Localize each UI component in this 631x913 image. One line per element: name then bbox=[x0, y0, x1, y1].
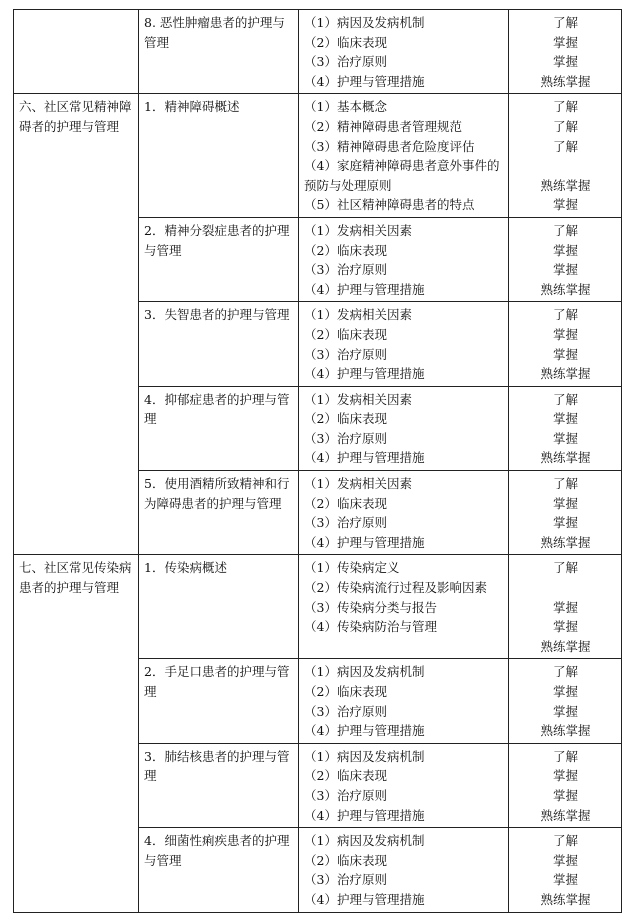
mastery-level: 了解 bbox=[552, 833, 578, 849]
content-cell bbox=[299, 471, 509, 555]
content-item: （4）护理与管理措施 bbox=[304, 534, 425, 550]
content-item: （3）治疗原则 bbox=[304, 787, 387, 803]
mastery-level: 熟练掌握 bbox=[540, 534, 591, 550]
content-cell bbox=[299, 555, 509, 659]
content-item: （3）治疗原则 bbox=[304, 872, 387, 888]
mastery-level: 掌握 bbox=[552, 54, 578, 70]
content-item: （1）发病相关因素 bbox=[304, 222, 412, 238]
content-cell bbox=[299, 217, 509, 301]
mastery-level: 掌握 bbox=[552, 495, 578, 511]
content-item: （3）治疗原则 bbox=[304, 430, 387, 446]
content-cell bbox=[299, 10, 509, 94]
mastery-level: 掌握 bbox=[552, 262, 578, 278]
mastery-level: 熟练掌握 bbox=[540, 366, 591, 382]
content-item: （3）治疗原则 bbox=[304, 262, 387, 278]
topic-cell: 1．精神障碍概述 bbox=[139, 94, 299, 218]
table-row bbox=[14, 94, 622, 218]
content-item: （2）临床表现 bbox=[304, 242, 387, 258]
content-item: （1）传染病定义 bbox=[304, 560, 400, 576]
content-item: （4）护理与管理措施 bbox=[304, 723, 425, 739]
content-cell bbox=[299, 386, 509, 470]
mastery-level: 了解 bbox=[552, 118, 578, 134]
mastery-level: 掌握 bbox=[552, 197, 578, 213]
content-cell bbox=[299, 94, 509, 218]
level-cell bbox=[509, 302, 622, 386]
mastery-level: 掌握 bbox=[552, 852, 578, 868]
level-cell bbox=[509, 386, 622, 470]
mastery-level: 熟练掌握 bbox=[540, 807, 591, 823]
content-item: （4）护理与管理措施 bbox=[304, 807, 425, 823]
mastery-level: 掌握 bbox=[552, 346, 578, 362]
mastery-level: 了解 bbox=[552, 99, 578, 115]
topic-cell: 1．传染病概述 bbox=[139, 555, 299, 659]
content-cell bbox=[299, 743, 509, 827]
mastery-level: 了解 bbox=[552, 476, 578, 492]
content-item: （3）治疗原则 bbox=[304, 515, 387, 531]
topic-cell: 4．细菌性痢疾患者的护理与管理 bbox=[139, 828, 299, 912]
mastery-level: 熟练掌握 bbox=[540, 73, 591, 89]
mastery-level: 掌握 bbox=[552, 242, 578, 258]
content-item: （1）病因及发病机制 bbox=[304, 664, 425, 680]
mastery-level: 熟练掌握 bbox=[540, 450, 591, 466]
mastery-level: 掌握 bbox=[552, 619, 578, 635]
content-item: （1）基本概念 bbox=[304, 99, 387, 115]
topic-cell: 3．肺结核患者的护理与管理 bbox=[139, 743, 299, 827]
mastery-level: 掌握 bbox=[552, 515, 578, 531]
mastery-level: 了解 bbox=[552, 664, 578, 680]
unit-cell: 七、社区常见传染病患者的护理与管理 bbox=[14, 555, 139, 912]
topic-cell: 2．手足口患者的护理与管理 bbox=[139, 659, 299, 743]
content-cell bbox=[299, 302, 509, 386]
level-cell bbox=[509, 555, 622, 659]
content-item: （1）病因及发病机制 bbox=[304, 833, 425, 849]
mastery-level: 了解 bbox=[552, 15, 578, 30]
content-item: （1）发病相关因素 bbox=[304, 307, 412, 323]
mastery-level: 掌握 bbox=[552, 787, 578, 803]
syllabus-table-body bbox=[14, 10, 622, 913]
content-item: （1）发病相关因素 bbox=[304, 391, 412, 407]
topic-cell: 3．失智患者的护理与管理 bbox=[139, 302, 299, 386]
level-cell bbox=[509, 217, 622, 301]
topic-cell: 8. 恶性肿瘤患者的护理与管理 bbox=[139, 10, 299, 94]
content-item: （2）临床表现 bbox=[304, 411, 387, 427]
content-item: （3）传染病分类与报告 bbox=[304, 599, 437, 615]
content-item: （5）社区精神障碍患者的特点 bbox=[304, 197, 475, 213]
mastery-level: 掌握 bbox=[552, 34, 578, 50]
mastery-level: 掌握 bbox=[552, 599, 578, 615]
content-item: （4）护理与管理措施 bbox=[304, 281, 425, 297]
mastery-level: 掌握 bbox=[552, 326, 578, 342]
mastery-level: 掌握 bbox=[552, 768, 578, 784]
mastery-level: 了解 bbox=[552, 307, 578, 323]
content-item: （2）传染病流行过程及影响因素 bbox=[304, 580, 487, 596]
topic-cell: 5．使用酒精所致精神和行为障碍患者的护理与管理 bbox=[139, 471, 299, 555]
mastery-level: 掌握 bbox=[552, 703, 578, 719]
content-item: （3）治疗原则 bbox=[304, 703, 387, 719]
mastery-level: 熟练掌握 bbox=[540, 891, 591, 907]
table-row bbox=[14, 555, 622, 659]
content-item: （4）护理与管理措施 bbox=[304, 450, 425, 466]
content-item: （4）传染病防治与管理 bbox=[304, 619, 437, 635]
unit-cell bbox=[14, 10, 139, 94]
mastery-level: 掌握 bbox=[552, 430, 578, 446]
content-item: （2）临床表现 bbox=[304, 326, 387, 342]
level-cell bbox=[509, 10, 622, 94]
mastery-level: 了解 bbox=[552, 560, 578, 576]
level-cell bbox=[509, 659, 622, 743]
mastery-level: 熟练掌握 bbox=[540, 723, 591, 739]
content-item: （2）临床表现 bbox=[304, 768, 387, 784]
mastery-level: 熟练掌握 bbox=[540, 281, 591, 297]
mastery-level: 了解 bbox=[552, 138, 578, 154]
table-row bbox=[14, 10, 622, 94]
content-item: （2）精神障碍患者管理规范 bbox=[304, 118, 462, 134]
content-item: （3）治疗原则 bbox=[304, 346, 387, 362]
content-item: （4）护理与管理措施 bbox=[304, 891, 425, 907]
content-item: （2）临床表现 bbox=[304, 495, 387, 511]
content-item: （1）病因及发病机制 bbox=[304, 748, 425, 764]
level-cell bbox=[509, 828, 622, 912]
content-cell bbox=[299, 659, 509, 743]
level-cell bbox=[509, 94, 622, 218]
topic-cell: 2．精神分裂症患者的护理与管理 bbox=[139, 217, 299, 301]
content-item: （4）护理与管理措施 bbox=[304, 366, 425, 382]
content-item: （2）临床表现 bbox=[304, 852, 387, 868]
mastery-level: 掌握 bbox=[552, 411, 578, 427]
content-item: （2）临床表现 bbox=[304, 34, 387, 50]
content-item: （3）治疗原则 bbox=[304, 54, 387, 70]
level-cell bbox=[509, 471, 622, 555]
mastery-level: 熟练掌握 bbox=[540, 177, 591, 193]
content-item: （2）临床表现 bbox=[304, 684, 387, 699]
content-item: （4）护理与管理措施 bbox=[304, 73, 425, 89]
level-cell bbox=[509, 743, 622, 827]
mastery-level: 熟练掌握 bbox=[540, 638, 591, 654]
mastery-level: 了解 bbox=[552, 222, 578, 238]
content-cell bbox=[299, 828, 509, 912]
mastery-level: 了解 bbox=[552, 391, 578, 407]
mastery-level: 掌握 bbox=[552, 872, 578, 888]
content-item: （1）发病相关因素 bbox=[304, 476, 412, 492]
unit-cell: 六、社区常见精神障碍者的护理与管理 bbox=[14, 94, 139, 555]
content-item: （1）病因及发病机制 bbox=[304, 15, 425, 30]
content-item: （3）精神障碍患者危险度评估 bbox=[304, 138, 475, 154]
mastery-level: 了解 bbox=[552, 748, 578, 764]
mastery-level: 掌握 bbox=[552, 684, 578, 699]
syllabus-table bbox=[13, 9, 622, 913]
content-item: （4）家庭精神障碍患者意外事件的预防与处理原则 bbox=[304, 158, 500, 193]
topic-cell: 4．抑郁症患者的护理与管理 bbox=[139, 386, 299, 470]
